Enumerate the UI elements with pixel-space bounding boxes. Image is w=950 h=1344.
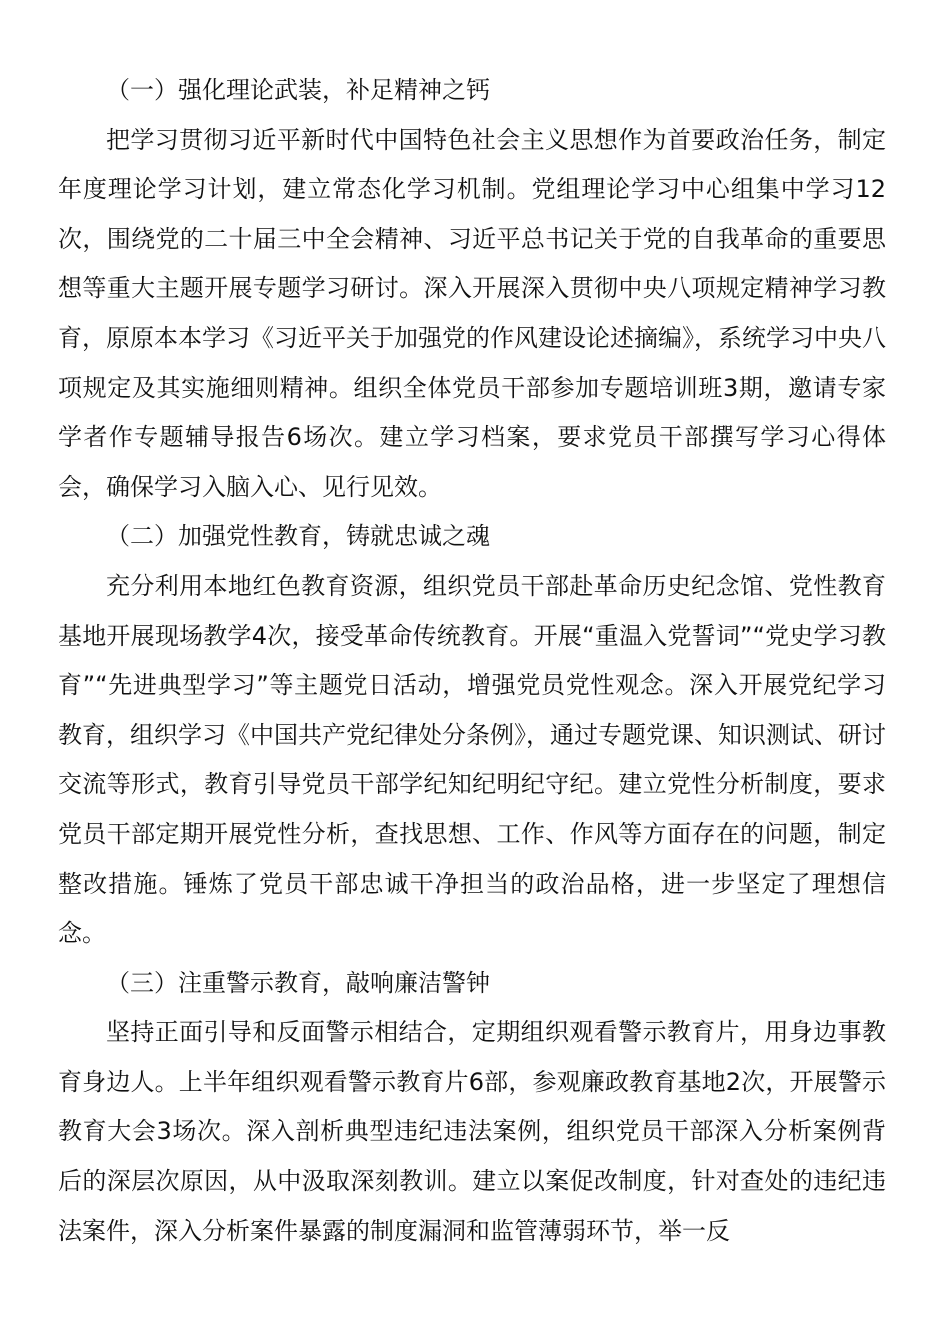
section-2-heading: （二）加强党性教育，铸就忠诚之魂 xyxy=(106,522,490,551)
document-page xyxy=(58,66,886,1256)
section-2-body: 充分利用本地红色教育资源，组织党员干部赴革命历史纪念馆、党性教育基地开展现场教学4次，接受革命传统教育。开展“重温入党誓词”“党史学习教育”“先进典型学习”等主题党日活动，增强党员党性观念。深入开展党纪学习教育，组织学习《中国共产党纪律处分条例》，通过专题党课、知识测试、研讨交流等形式，教育引导党员干部学纪知纪明纪守纪。建立党性分析制度，要求党员干部定期开展党性分析，查找思想、工作、作风等方面存在的问题，制定整改措施。锤炼了党员干部忠诚干净担当的政治品格，进一步坚定了理想信念。 xyxy=(58,571,886,948)
section-3-body: 坚持正面引导和反面警示相结合，定期组织观看警示教育片，用身边事教育身边人。上半年组织观看警示教育片6部，参观廉政教育基地2次，开展警示教育大会3场次。深入剖析典型违纪违法案例，组织党员干部深入分析案例背后的深层次原因，从中汲取深刻教训。建立以案促改制度，针对查处的违纪违法案件，深入分析案件暴露的制度漏洞和监管薄弱环节，举一反 xyxy=(58,1018,886,1245)
section-3-heading: （三）注重警示教育，敲响廉洁警钟 xyxy=(106,968,490,997)
section-1-heading: （一）强化理论武装，补足精神之钙 xyxy=(106,76,490,104)
section-1-body: 把学习贯彻习近平新时代中国特色社会主义思想作为首要政治任务，制定年度理论学习计划，建立常态化学习机制。党组理论学习中心组集中学习12次，围绕党的二十届三中全会精神、习近平总书记关于党的自我革命的重要思想等重大主题开展专题学习研讨。深入开展深入贯彻中央八项规定精神学习教育，原原本本学习《习近平关于加强党的作风建设论述摘编》，系统学习中央八项规定及其实施细则精神。组织全体党员干部参加专题培训班3期，邀请专家学者作专题辅导报告6场次。建立学习档案，要求党员干部撰写学习心得体会，确保学习入脑入心、见行见效。 xyxy=(58,125,886,501)
